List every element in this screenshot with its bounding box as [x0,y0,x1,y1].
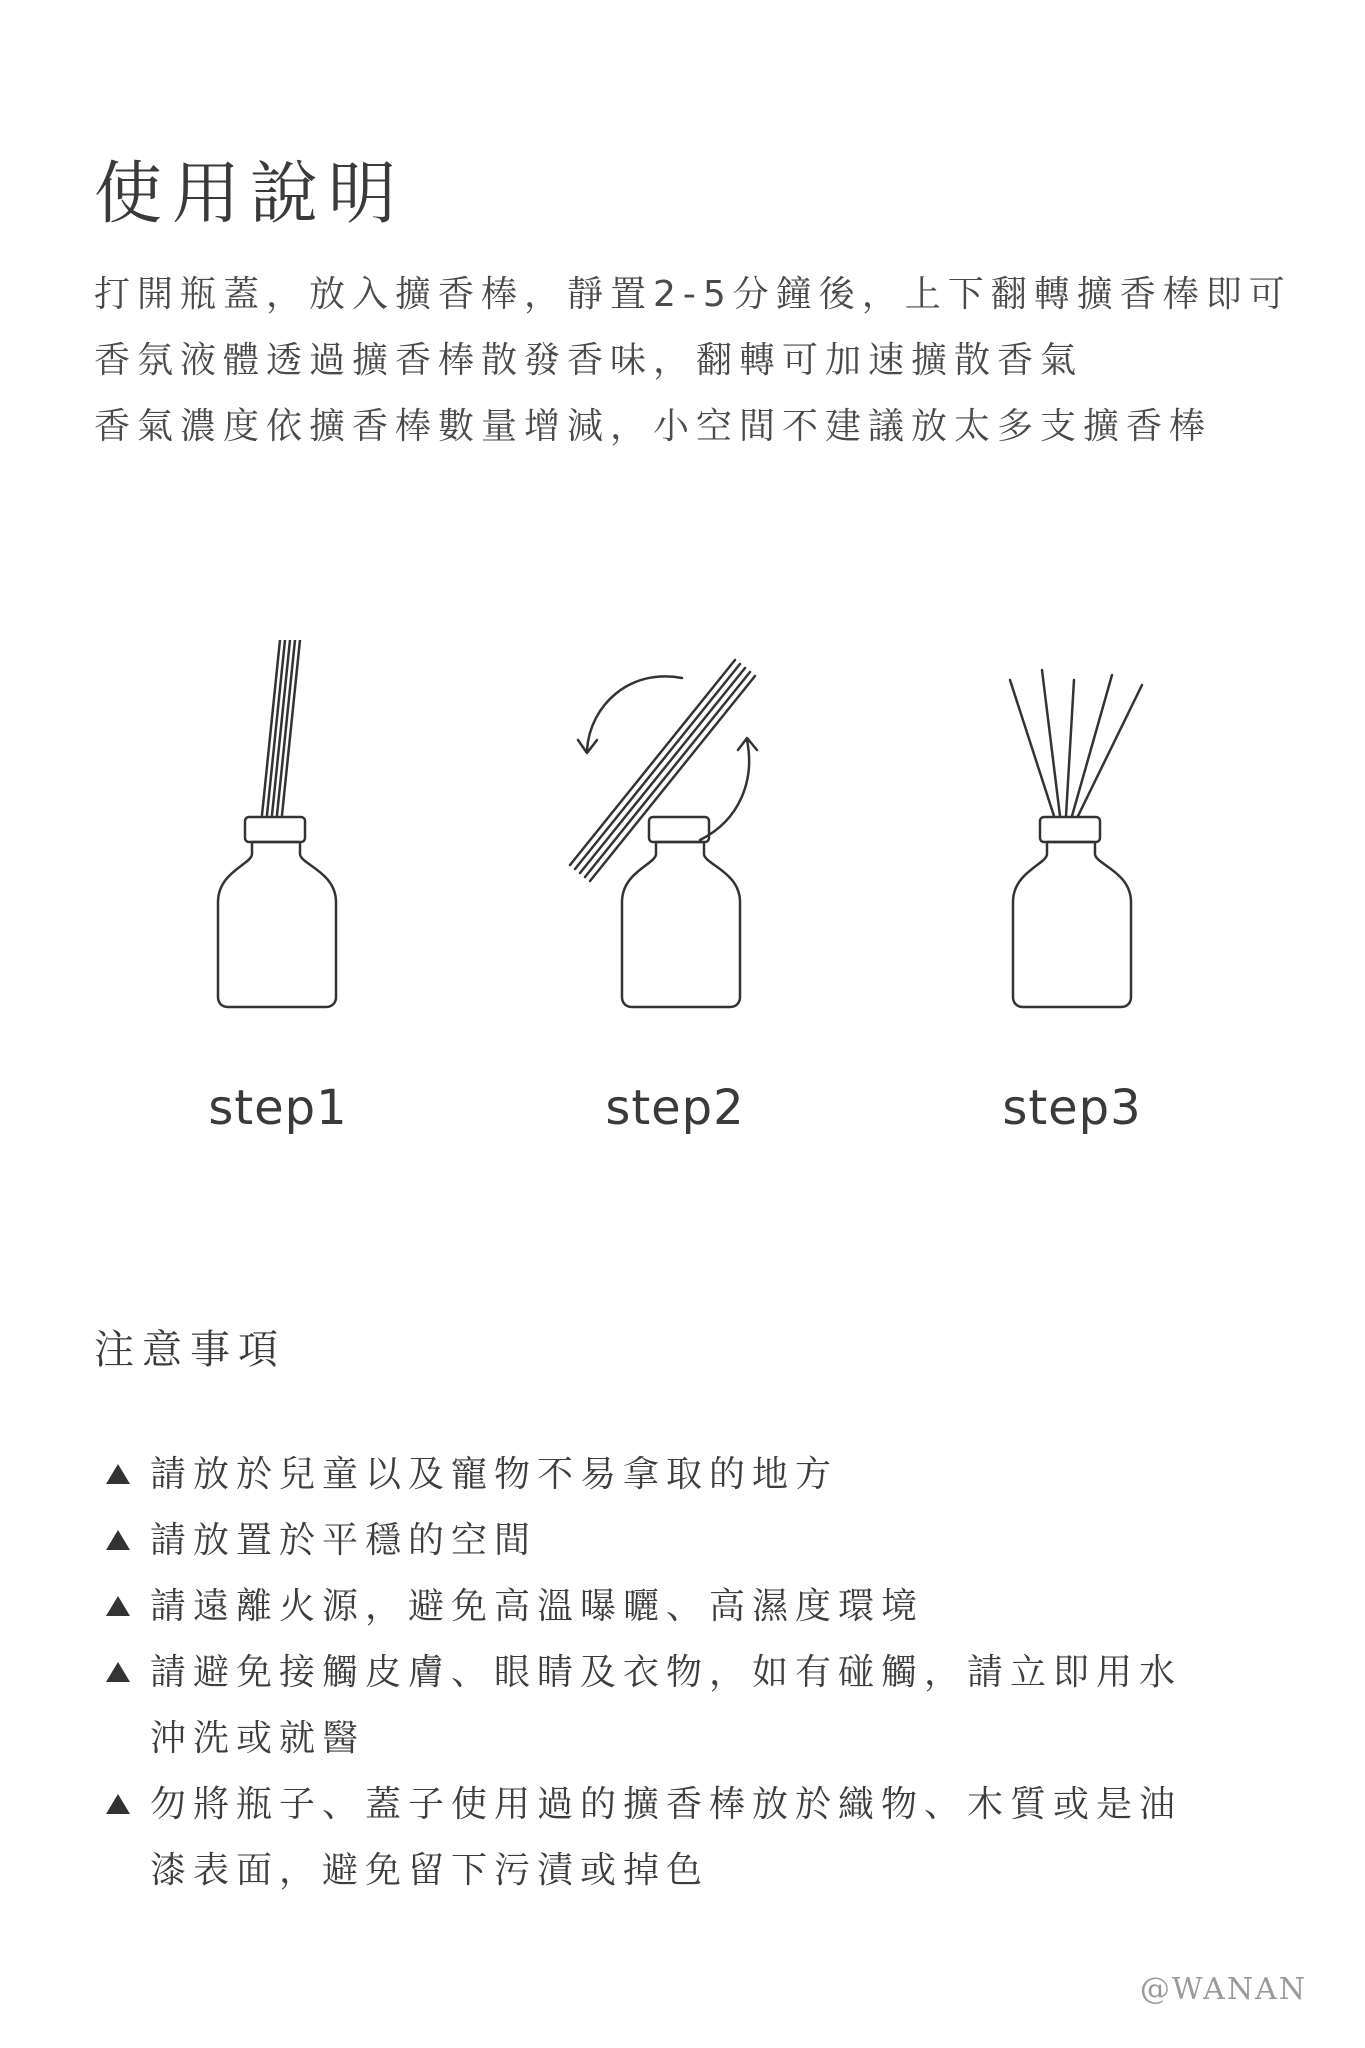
usage-line: 香氛液體透過擴香棒散發香味，翻轉可加速擴散香氣 [94,340,1084,381]
step-3 [942,640,1202,1160]
usage-line: 香氣濃度依擴香棒數量增減，小空間不建議放太多支擴香棒 [94,406,1213,447]
note-text: 請放於兒童以及寵物不易拿取的地方 [150,1454,839,1495]
triangle-bullet-icon [106,1596,130,1616]
triangle-bullet-icon [106,1530,130,1550]
watermark: @WANAN [1139,1972,1307,2007]
step-1 [148,640,408,1160]
list-item [100,1442,1260,1508]
note-text: 請避免接觸皮膚、眼睛及衣物，如有碰觸，請立即用水沖洗或就醫 [150,1652,1183,1759]
step-2 [545,640,805,1160]
note-text: 請遠離火源，避免高溫曝曬、高濕度環境 [150,1586,925,1627]
bottle-with-sticks-icon [148,640,408,1060]
steps-illustration [0,640,1365,1160]
triangle-bullet-icon [106,1662,130,1682]
notes-title: 注意事項 [94,1327,286,1373]
triangle-bullet-icon [106,1464,130,1484]
list-item [100,1640,1260,1772]
note-text: 勿將瓶子、蓋子使用過的擴香棒放於織物、木質或是油漆表面，避免留下污漬或掉色 [150,1784,1183,1891]
step-label: step3 [1002,1080,1142,1136]
list-item [100,1772,1260,1904]
notes-list [100,1442,1260,1904]
usage-description [94,262,1292,460]
list-item [100,1574,1260,1640]
step-label: step2 [605,1080,745,1136]
usage-line: 打開瓶蓋，放入擴香棒，靜置2-5分鐘後，上下翻轉擴香棒即可 [94,274,1292,315]
list-item [100,1508,1260,1574]
bottle-spread-sticks-icon [942,640,1202,1060]
note-text: 請放置於平穩的空間 [150,1520,538,1561]
step-label: step1 [208,1080,348,1136]
page-title: 使用說明 [94,155,407,234]
triangle-bullet-icon [106,1794,130,1814]
flip-sticks-icon [545,640,805,1060]
